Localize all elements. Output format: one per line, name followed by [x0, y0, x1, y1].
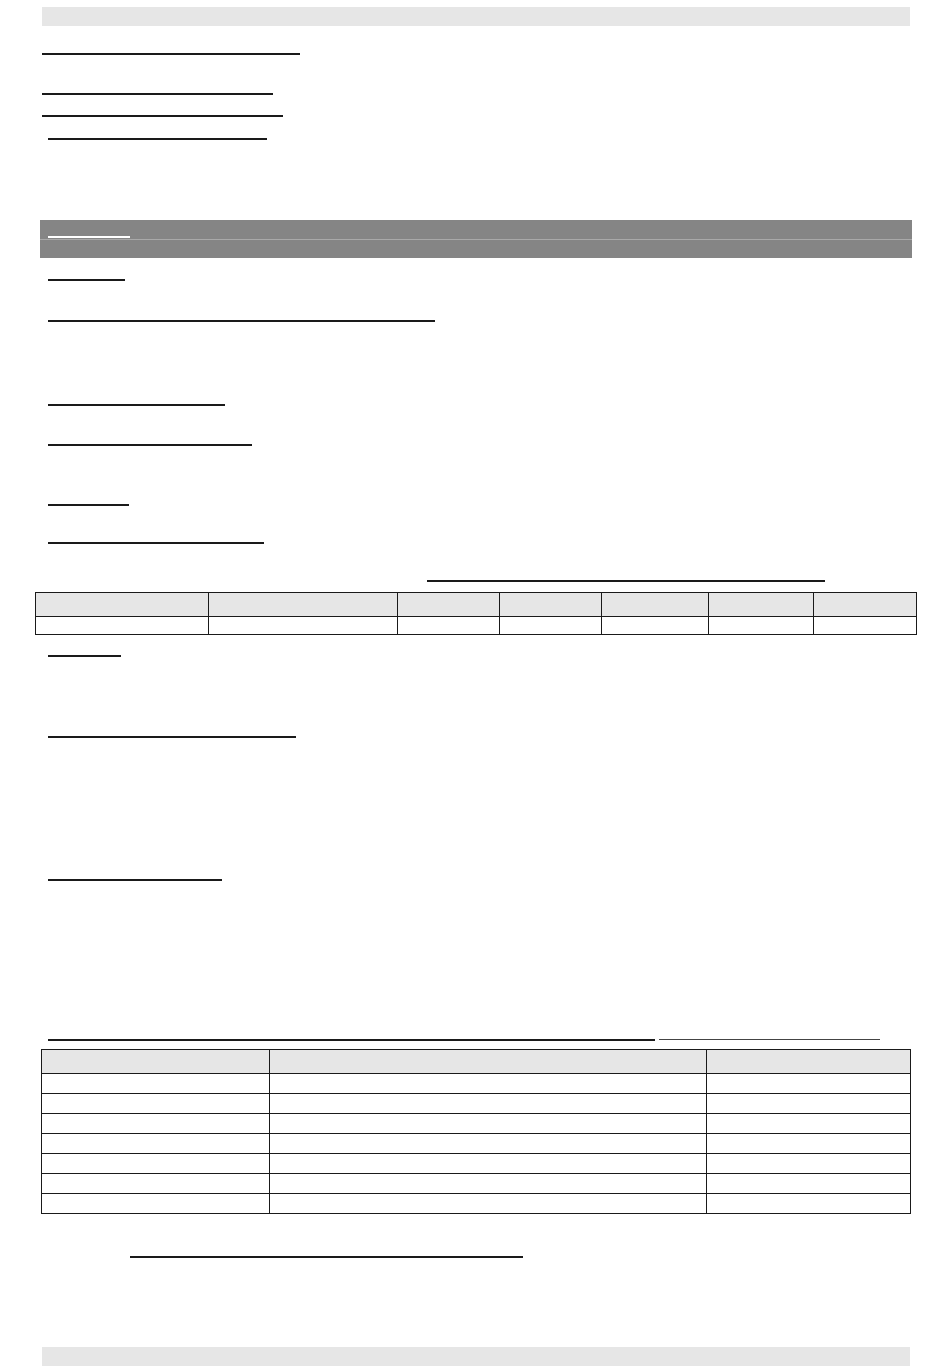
- table-two-caption-rule: [48, 1039, 655, 1041]
- table-cell: [270, 1074, 707, 1094]
- subtitle-rule-1: [42, 93, 273, 95]
- table-cell: [500, 617, 602, 635]
- title-rule: [42, 53, 300, 55]
- heading-rule-2: [48, 320, 435, 322]
- subtitle-rule-2: [42, 115, 283, 117]
- table-cell: [814, 617, 917, 635]
- table-cell: [42, 1094, 270, 1114]
- table-one-caption-rule: [427, 580, 825, 582]
- closing-rule: [130, 1256, 523, 1258]
- table-cell: [42, 1194, 270, 1214]
- section-header-bar: [40, 220, 912, 258]
- table-one-header-row: [36, 593, 917, 617]
- table-cell: [209, 617, 398, 635]
- table-cell: [270, 1134, 707, 1154]
- table-row: [42, 1114, 911, 1134]
- heading-rule-3: [48, 404, 225, 406]
- table-two-caption-rule-secondary: [659, 1039, 880, 1040]
- table-one-header-cell: [602, 593, 709, 617]
- page-header-band: [42, 7, 910, 26]
- heading-rule-8: [48, 736, 296, 738]
- table-cell: [707, 1074, 911, 1094]
- heading-rule-7: [48, 655, 121, 657]
- table-cell: [707, 1174, 911, 1194]
- section-bar-divider: [40, 239, 912, 240]
- table-one-header-cell: [209, 593, 398, 617]
- table-two-header-cell: [707, 1050, 911, 1074]
- table-row: [42, 1094, 911, 1114]
- table-row: [42, 1194, 911, 1214]
- heading-rule-6: [48, 542, 264, 544]
- table-cell: [270, 1194, 707, 1214]
- table-cell: [602, 617, 709, 635]
- table-cell: [707, 1134, 911, 1154]
- table-one: [35, 592, 917, 635]
- heading-rule-1: [48, 279, 125, 281]
- table-cell: [270, 1154, 707, 1174]
- table-row: [42, 1134, 911, 1154]
- table-two-header-row: [42, 1050, 911, 1074]
- table-cell: [42, 1134, 270, 1154]
- section-bar-title-rule: [48, 236, 130, 238]
- page-footer-band: [42, 1347, 910, 1366]
- table-one-header-cell: [709, 593, 814, 617]
- table-one-header-cell: [398, 593, 500, 617]
- table-cell: [709, 617, 814, 635]
- heading-rule-5: [48, 504, 129, 506]
- subtitle-rule-3: [48, 138, 267, 140]
- heading-rule-9: [48, 879, 222, 881]
- table-one-header-cell: [814, 593, 917, 617]
- table-cell: [42, 1074, 270, 1094]
- table-cell: [42, 1174, 270, 1194]
- table-row: [36, 617, 917, 635]
- table-one-header-cell: [36, 593, 209, 617]
- table-one-header-cell: [500, 593, 602, 617]
- table-row: [42, 1154, 911, 1174]
- table-cell: [707, 1114, 911, 1134]
- table-cell: [270, 1114, 707, 1134]
- table-cell: [42, 1114, 270, 1134]
- heading-rule-4: [48, 444, 252, 446]
- table-cell: [270, 1174, 707, 1194]
- table-two-header-cell: [270, 1050, 707, 1074]
- table-cell: [707, 1194, 911, 1214]
- table-cell: [707, 1154, 911, 1174]
- table-cell: [398, 617, 500, 635]
- table-cell: [36, 617, 209, 635]
- table-two-header-cell: [42, 1050, 270, 1074]
- table-cell: [270, 1094, 707, 1114]
- table-row: [42, 1074, 911, 1094]
- table-cell: [707, 1094, 911, 1114]
- table-cell: [42, 1154, 270, 1174]
- table-row: [42, 1174, 911, 1194]
- table-two: [41, 1049, 911, 1214]
